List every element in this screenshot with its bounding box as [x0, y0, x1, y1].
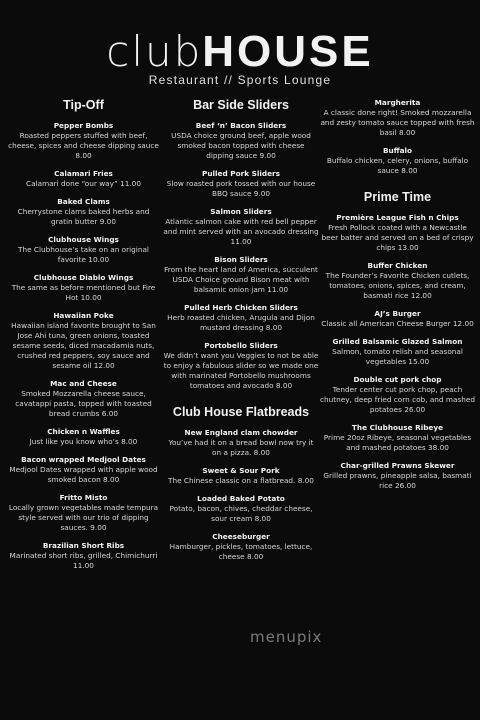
menu-item: [320, 375, 475, 415]
menu-item-name: Char-grilled Prawns Skewer: [340, 461, 455, 470]
menu-item: [320, 461, 475, 491]
menu-item: [163, 428, 319, 458]
menu-item-name: Clubhouse Wings: [48, 235, 119, 244]
menu-item: [6, 121, 161, 161]
menu-item-name: Première League Fish n Chips: [336, 213, 459, 222]
menu-item-name: Loaded Baked Potato: [197, 494, 285, 503]
menu-item-description: The same as before mentioned but Fire Hot 10.00: [11, 283, 156, 302]
menu-item-description: Just like you know who’s 8.00: [29, 437, 138, 446]
menu-item: [320, 146, 475, 176]
menu-item-description: Atlantic salmon cake with red bell pepper and mint served with an avocado dressing 11.00: [163, 217, 319, 246]
menu-item: [6, 541, 161, 571]
menu-item-name: Bacon wrapped Medjool Dates: [21, 455, 146, 464]
menu-item-name: Beef ‘n’ Bacon Sliders: [195, 121, 287, 130]
menu-item-name: Double cut pork chop: [353, 375, 442, 384]
menu-item-description: USDA choice ground beef, apple wood smoked bacon topped with cheese dipping sauce 9.00: [171, 131, 311, 160]
menu-item-name: Bison Sliders: [214, 255, 268, 264]
menu-item: [320, 423, 475, 453]
menu-item: [163, 255, 319, 295]
menu-item: [6, 493, 161, 533]
menu-item-description: Salmon, tomato relish and seasonal vegetables 15.00: [332, 347, 463, 366]
menu-item: [6, 197, 161, 227]
menu-item-name: Fritto Misto: [59, 493, 108, 502]
menu-item: [320, 213, 475, 253]
menu-item: [163, 532, 319, 562]
menu-item-name: Margherita: [374, 98, 421, 107]
menu-item-name: Cheeseburger: [212, 532, 270, 541]
menu-item-name: Buffalo: [382, 146, 413, 155]
menu-item: [6, 235, 161, 265]
menu-item-name: Mac and Cheese: [50, 379, 117, 388]
menu-item-description: Tender center cut pork chop, peach chutney, deep fried corn cob, and mashed potatoes 26.00: [320, 385, 476, 414]
menu-item-name: Clubhouse Diablo Wings: [33, 273, 134, 282]
menu-item-name: AJ’s Burger: [374, 309, 421, 318]
menu-item-name: Pepper Bombs: [53, 121, 114, 130]
menu-item-description: We didn’t want you Veggies to not be able to enjoy a fabulous slider so we made one with marinated Portobello mushrooms tomatoes and avocado 8.00: [163, 351, 319, 390]
menu-item-description: Hamburger, pickles, tomatoes, lettuce, cheese 8.00: [169, 542, 313, 561]
menu-item-name: The Clubhouse Ribeye: [351, 423, 444, 432]
menu-item-description: Buffalo chicken, celery, onions, buffalo sauce 8.00: [326, 156, 469, 175]
menu-item-description: A classic done right! Smoked mozzarella and zesty tomato sauce topped with fresh basil 8.00: [320, 108, 475, 137]
menu-item-name: Buffer Chicken: [367, 261, 428, 270]
menu-item: [163, 207, 319, 247]
menu-item-name: Calamari Fries: [54, 169, 113, 178]
menu-item-name: Pulled Herb Chicken Sliders: [184, 303, 298, 312]
menu-item-description: Smoked Mozzarella cheese sauce, cavatappi pasta, topped with toasted bread crumbs 6.00: [15, 389, 152, 418]
menu-item-description: Herb roasted chicken, Arugula and Dijon mustard dressing 8.00: [167, 313, 315, 332]
section-title: Bar Side Sliders: [193, 98, 289, 112]
menu-item: [6, 311, 161, 371]
watermark: menupix: [250, 628, 323, 646]
menu-item-description: Grilled prawns, pineapple salsa, basmati rice 26.00: [323, 471, 472, 490]
logo-light-text: club: [106, 27, 203, 76]
menu-item-description: Classic all American Cheese Burger 12.00: [321, 319, 474, 328]
section-title: Tip-Off: [63, 98, 104, 112]
menu-item-description: Fresh Pollock coated with a Newcastle beer batter and served on a bed of crispy chips 13.00: [321, 223, 474, 252]
menu-item-description: From the heart land of America, succulent USDA Choice ground Bison meat with balsamic onion jam 11.00: [164, 265, 318, 294]
menu-item: [320, 337, 475, 367]
menu-item-description: Marinated short ribs, grilled, Chimichurri 11.00: [9, 551, 158, 570]
menu-item: [163, 169, 319, 199]
menu-item: [6, 427, 161, 447]
menu-item-description: You’ve had it on a bread bowl now try it on a pizza. 8.00: [168, 438, 314, 457]
menu-item: [6, 169, 161, 189]
menu-item-description: Hawaiian island favorite brought to San Jose Ahi tuna, green onions, toasted sesame seeds, diced macadamia nuts, crushed red peppers, soy sauce and sesame oil 12.00: [11, 321, 156, 370]
menu-item-description: Potato, bacon, chives, cheddar cheese, sour cream 8.00: [169, 504, 313, 523]
tagline: Restaurant // Sports Lounge: [148, 73, 332, 87]
menu-item: [163, 466, 319, 486]
menu-item: [6, 379, 161, 419]
menu-item: [163, 494, 319, 524]
menu-item-description: Roasted peppers stuffed with beef, cheese, spices and cheese dipping sauce 8.00: [8, 131, 159, 160]
menu-item: [6, 455, 161, 485]
menu-item: [320, 261, 475, 301]
menu-item: [6, 273, 161, 303]
section-title: Club House Flatbreads: [172, 405, 310, 419]
menu-column-1: [6, 98, 161, 579]
logo-bold-text: HOUSE: [202, 27, 374, 76]
menu-item-name: Brazilian Short Ribs: [42, 541, 125, 550]
menu-item-name: Chicken n Waffles: [47, 427, 120, 436]
menu-item-description: Locally grown vegetables made tempura style served with our trio of dipping sauces. 9.00: [8, 503, 159, 532]
menu-item-description: Medjool Dates wrapped with apple wood smoked bacon 8.00: [9, 465, 158, 484]
menu-item: [320, 309, 475, 329]
menu-item: [163, 121, 319, 161]
menu-item-description: Prime 20oz Ribeye, seasonal vegetables and mashed potatoes 38.00: [323, 433, 472, 452]
menu-item-name: Grilled Balsamic Glazed Salmon: [332, 337, 463, 346]
menu-item-name: Sweet & Sour Pork: [202, 466, 280, 475]
menu-column-2: [163, 98, 319, 570]
menu-item-name: Baked Clams: [57, 197, 110, 206]
menu-item-description: The Clubhouse’s take on an original favorite 10.00: [18, 245, 149, 264]
restaurant-logo: [0, 27, 480, 76]
menu-item-name: Hawaiian Poke: [53, 311, 114, 320]
menu-item-description: Calamari done “our way” 11.00: [26, 179, 141, 188]
menu-item: [163, 341, 319, 391]
menu-item-description: The Founder’s Favorite Chicken cutlets, tomatoes, onions, spices, and cream, basmati rice 12.00: [325, 271, 470, 300]
menu-item-description: Cherrystone clams baked herbs and gratin butter 9.00: [17, 207, 150, 226]
menu-item: [320, 98, 475, 138]
menu-item-name: Pulled Pork Sliders: [202, 169, 280, 178]
menu-item-name: New England clam chowder: [184, 428, 298, 437]
section-title: Prime Time: [363, 190, 432, 204]
menu-item-name: Portobello Sliders: [204, 341, 278, 350]
menu-item-name: Salmon Sliders: [210, 207, 272, 216]
menu-column-3: [320, 98, 475, 499]
menu-item-description: Slow roasted pork tossed with our house BBQ sauce 9.00: [166, 179, 316, 198]
menu-item-description: The Chinese classic on a flatbread. 8.00: [168, 476, 314, 485]
menu-item: [163, 303, 319, 333]
